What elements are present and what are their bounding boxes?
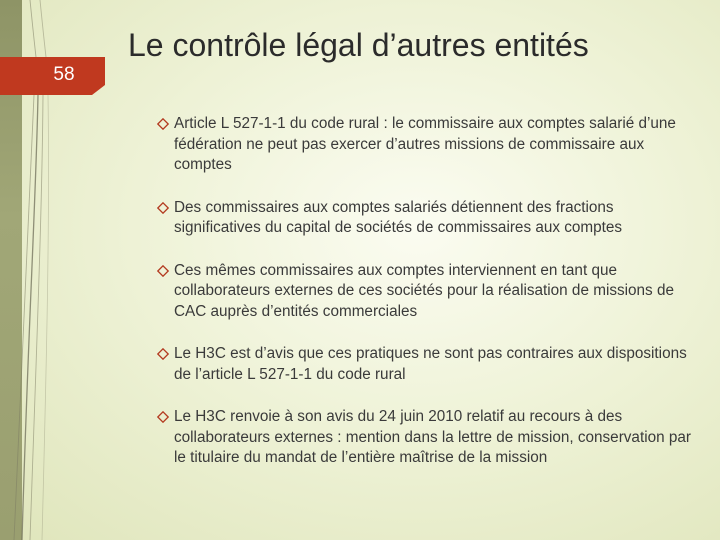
bullet-item bbox=[156, 344, 704, 385]
bullet-item bbox=[156, 198, 704, 239]
page-number: 58 bbox=[53, 64, 75, 85]
bullet-item bbox=[156, 114, 704, 176]
bullet-item bbox=[156, 407, 704, 469]
bullet-text: Ces mêmes commissaires aux comptes interviennent en tant que collaborateurs externes de ces sociétés pour la réalisation de missions de CAC auprès d’entités commerciales bbox=[174, 261, 674, 320]
bullet-list bbox=[156, 114, 704, 469]
bullet-text: Le H3C est d’avis que ces pratiques ne sont pas contraires aux dispositions de l’article L 527-1-1 du code rural bbox=[174, 345, 687, 383]
diamond-bullet-icon bbox=[157, 202, 169, 214]
diamond-bullet-icon bbox=[157, 265, 169, 277]
diamond-bullet-icon bbox=[157, 118, 169, 130]
bullet-item bbox=[156, 261, 704, 323]
bullet-text: Des commissaires aux comptes salariés détiennent des fractions significatives du capital de sociétés de commissaires aux comptes bbox=[174, 198, 623, 236]
slide-title: Le contrôle légal d’autres entités bbox=[128, 27, 589, 63]
diamond-bullet-icon bbox=[157, 348, 169, 360]
bullet-text: Article L 527-1-1 du code rural : le commissaire aux comptes salarié d’une fédération ne peut pas exercer d’autres missions de commissaire aux comptes bbox=[174, 115, 676, 173]
bullet-text: Le H3C renvoie à son avis du 24 juin 2010 relatif au recours à des collaborateurs externes : mention dans la lettre de mission, conservation par le titulaire du mandat de l’entière maîtrise de la mission bbox=[174, 408, 691, 466]
diamond-bullet-icon bbox=[157, 411, 169, 423]
